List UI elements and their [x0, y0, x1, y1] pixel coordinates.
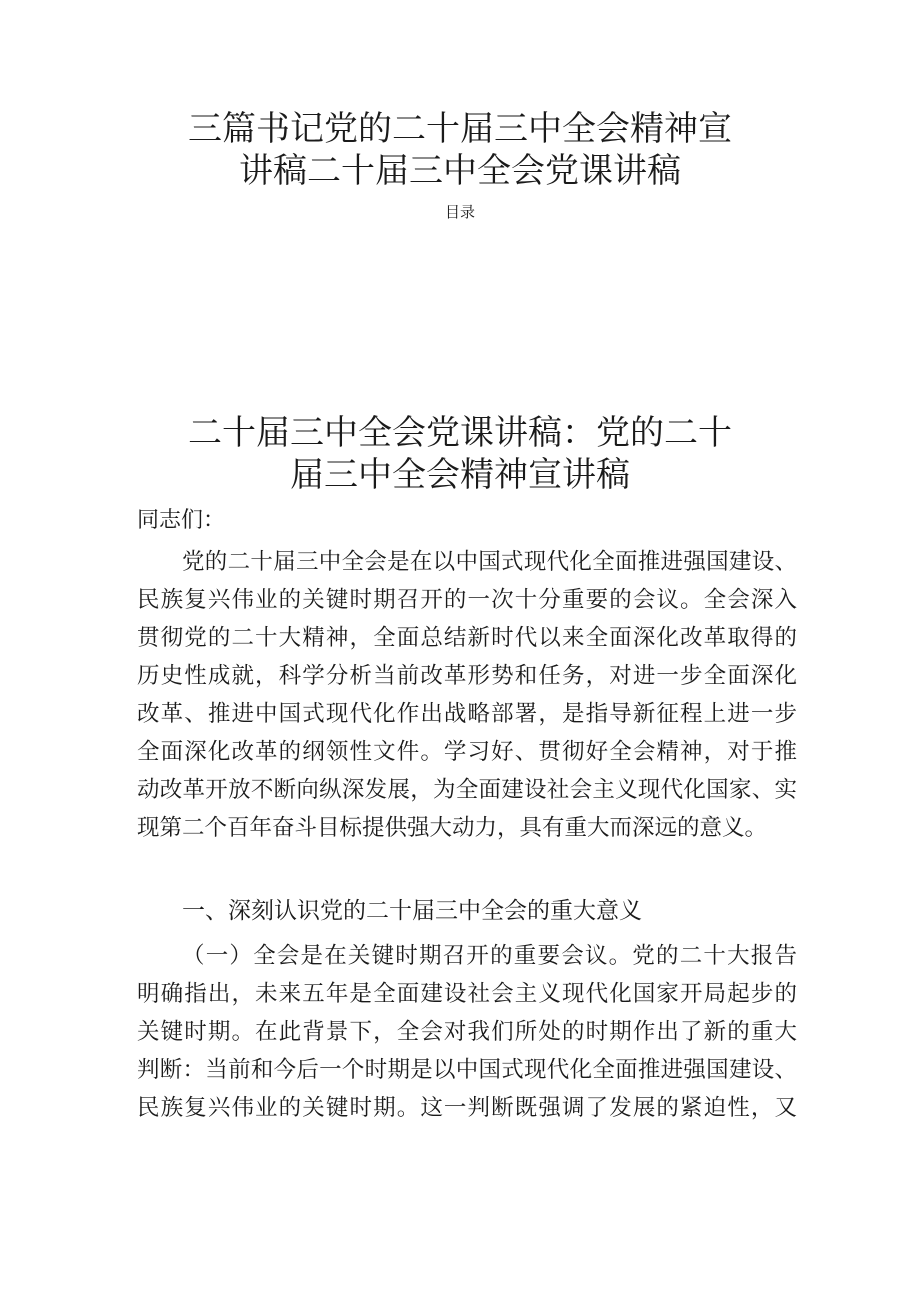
paragraph-line: 改革、推进中国式现代化作出战略部署，是指导新征程上进一步 — [137, 701, 797, 727]
paragraph-line: 现第二个百年奋斗目标提供强大动力，具有重大而深远的意义。 — [137, 815, 768, 841]
article-title — [0, 412, 920, 496]
paragraph-intro — [137, 543, 797, 847]
paragraph-line: 明确指出，未来五年是全面建设社会主义现代化国家开局起步的 — [137, 981, 797, 1007]
paragraph-line: （一）全会是在关键时期召开的重要会议。党的二十大报告 — [182, 943, 797, 969]
paragraph-line: 历史性成就，科学分析当前改革形势和任务，对进一步全面深化 — [137, 663, 797, 689]
section-heading-1: 一、深刻认识党的二十届三中全会的重大意义 — [182, 898, 642, 924]
paragraph-line: 民族复兴伟业的关键时期召开的一次十分重要的会议。全会深入 — [137, 587, 797, 613]
paragraph-line: 关键时期。在此背景下，全会对我们所处的时期作出了新的重大 — [137, 1019, 797, 1045]
greeting: 同志们： — [137, 508, 226, 533]
paragraph-line: 判断：当前和今后一个时期是以中国式现代化全面推进强国建设、 — [137, 1057, 797, 1083]
main-title-line-2: 讲稿二十届三中全会党课讲稿 — [239, 151, 681, 191]
paragraph-line: 民族复兴伟业的关键时期。这一判断既强调了发展的紧迫性，又 — [137, 1095, 797, 1121]
paragraph-line: 全面深化改革的纲领性文件。学习好、贯彻好全会精神，对于推 — [137, 739, 797, 765]
main-title — [0, 108, 920, 192]
article-title-line-1: 二十届三中全会党课讲稿：党的二十 — [188, 413, 732, 453]
paragraph-line: 党的二十届三中全会是在以中国式现代化全面推进强国建设、 — [182, 549, 797, 575]
paragraph-line: 动改革开放不断向纵深发展，为全面建设社会主义现代化国家、实 — [137, 777, 797, 803]
main-title-line-1: 三篇书记党的二十届三中全会精神宣 — [188, 109, 732, 149]
paragraph-section-1 — [137, 937, 797, 1127]
paragraph-line: 贯彻党的二十大精神，全面总结新时代以来全面深化改革取得的 — [137, 625, 797, 651]
toc-label: 目录 — [444, 203, 475, 221]
article-title-line-2: 届三中全会精神宣讲稿 — [290, 455, 630, 495]
